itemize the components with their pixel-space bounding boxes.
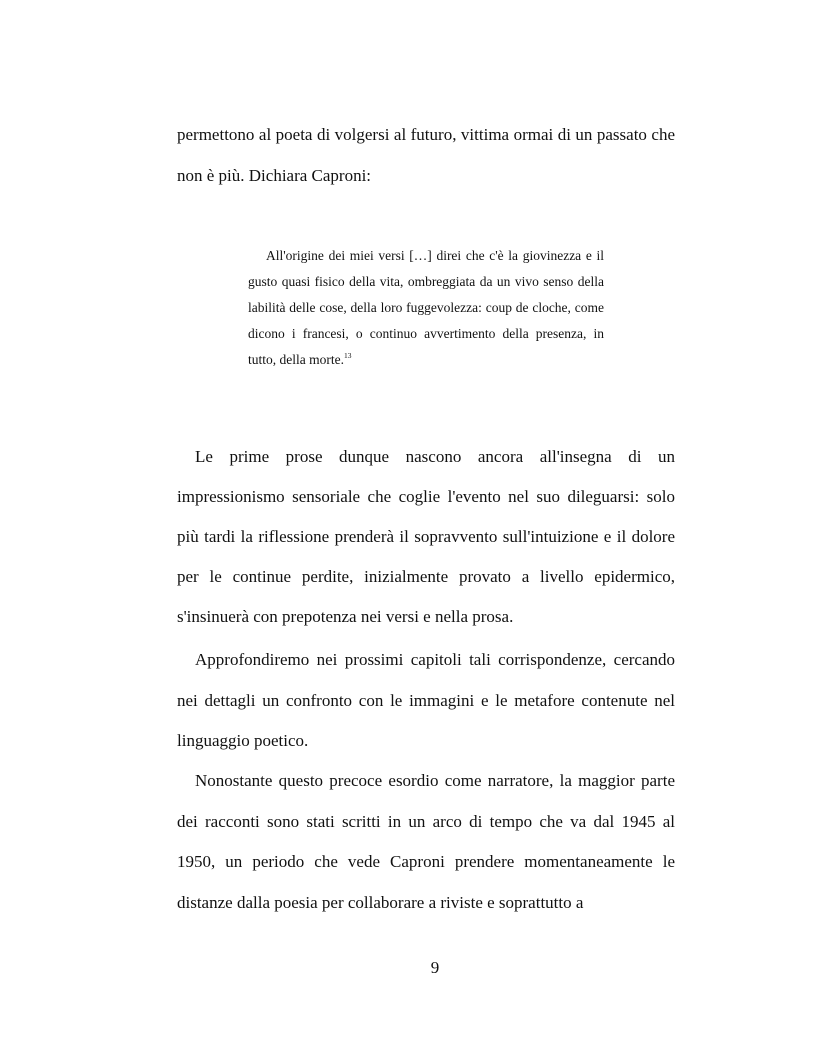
paragraph-intro: permettono al poeta di volgersi al futuro, vittima ormai di un passato che non è più. Dichiara Caproni: [177,125,675,185]
footnote-reference[interactable]: 13 [343,351,352,360]
paragraph-prime-prose: Le prime prose dunque nascono ancora all'insegna di un impressionismo sensoriale che coglie l'evento nel suo dileguarsi: solo più tardi la riflessione prenderà il sopravvento sull'intuizione e il dolore per le continue perdite, inizialmente provato a livello epidermico, s'insinuerà con prepotenza nei versi e nella prosa. [177,447,675,626]
block-quote [248,243,604,373]
paragraph-approfondiremo: Approfondiremo nei prossimi capitoli tali corrispondenze, cercando nei dettagli un confronto con le immagini e le metafore contenute nel linguaggio poetico. [177,650,675,750]
paragraph-nonostante: Nonostante questo precoce esordio come narratore, la maggior parte dei racconti sono stati scritti in un arco di tempo che va dal 1945 al 1950, un periodo che vede Caproni prendere momentaneamente le distanze dalla poesia per collaborare a riviste e soprattutto a [177,771,675,912]
block-quote-text: All'origine dei miei versi […] direi che c'è la giovinezza e il gusto quasi fisico della vita, ombreggiata da un vivo senso della labilità delle cose, della loro fuggevolezza: coup de cloche, come dicono i francesi, o continuo avvertimento della presenza, in tutto, della morte. [248,248,604,367]
page-number: 9 [430,958,440,977]
